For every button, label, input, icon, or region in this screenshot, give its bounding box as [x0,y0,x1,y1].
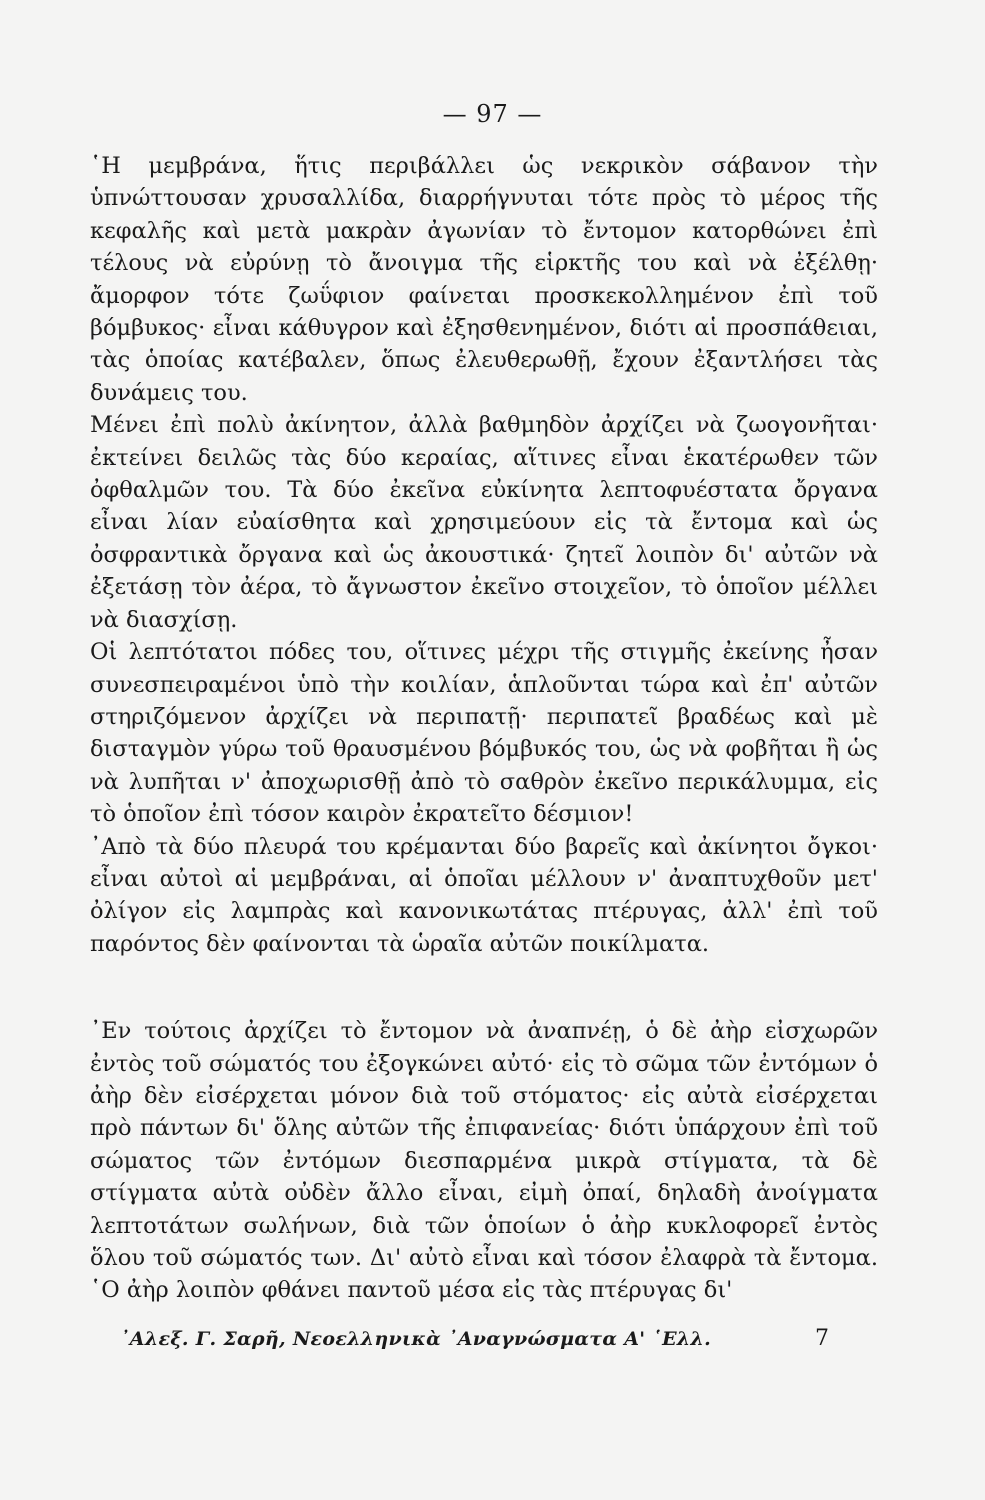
paragraph: ᾿Εν τούτοις ἀρχίζει τὸ ἔντομον νὰ ἀναπνέῃ, ὁ δὲ ἀὴρ εἰσχωρῶν ἐντὸς τοῦ σώματός του ἐξογκώνει αὐτό· εἰς τὸ σῶμα τῶν ἐντόμων ὁ ἀὴρ δὲν εἰσέρχεται μόνον διὰ τοῦ στόματος· εἰς αὐτὰ εἰσέρχεται πρὸ πάντων δι' ὅλης αὐτῶν τῆς ἐπιφανείας· διότι ὑπάρχουν ἐπὶ τοῦ σώματος τῶν ἐντόμων διεσπαρμένα μικρὰ στίγματα, τὰ δὲ στίγματα αὐτὰ οὐδὲν ἄλλο εἶναι, εἰμὴ ὀπαί, δηλαδὴ ἀνοίγματα λεπτοτάτων σωλήνων, διὰ τῶν ὁποίων ὁ ἀὴρ κυκλοφορεῖ ἐντὸς ὅλου τοῦ σώματός των. Δι' αὐτὸ εἶναι καὶ τόσον ἐλαφρὰ τὰ ἔντομα. ῾Ο ἀὴρ λοιπὸν φθάνει παντοῦ μέσα εἰς τὰς πτέρυγας δι' [90,1018,878,1304]
paragraph: Μένει ἐπὶ πολὺ ἀκίνητον, ἀλλὰ βαθμηδὸν ἀρχίζει νὰ ζωογονῆται· ἐκτείνει δειλῶς τὰς δύο κεραίας, αἵτινες εἶναι ἑκατέρωθεν τῶν ὀφθαλμῶν του. Τὰ δύο ἐκεῖνα εὐκίνητα λεπτοφυέστατα ὄργανα εἶναι λίαν εὐαίσθητα καὶ χρησιμεύουν εἰς τὰ ἔντομα καὶ ὡς ὀσφραντικὰ ὄργανα καὶ ὡς ἀκουστικά· ζητεῖ λοιπὸν δι' αὐτῶν νὰ ἐξετάσῃ τὸν ἀέρα, τὸ ἄγνωστον ἐκεῖνο στοιχεῖον, τὸ ὁποῖον μέλλει νὰ διασχίσῃ. [90,412,878,633]
paragraph: Οἱ λεπτότατοι πόδες του, οἵτινες μέχρι τῆς στιγμῆς ἐκείνης ἦσαν συνεσπειραμένοι ὑπὸ τὴν κοιλίαν, ἁπλοῦνται τώρα καὶ ἐπ' αὐτῶν στηριζόμενον ἀρχίζει νὰ περιπατῇ· περιπατεῖ βραδέως καὶ μὲ δισταγμὸν γύρω τοῦ θραυσμένου βόμβυκός του, ὡς νὰ φοβῆται ἢ ὡς νὰ λυπῆται ν' ἀποχωρισθῇ ἀπὸ τὸ σαθρὸν ἐκεῖνο περικάλυμμα, εἰς τὸ ὁποῖον ἐπὶ τόσον καιρὸν ἐκρατεῖτο δέσμιον! [90,639,878,828]
footer-signature: ᾿Αλεξ. Γ. Σαρῆ, Νεοελληνικὰ ᾿Αναγνώσματα Α' ῾Ελλ. [120,1328,712,1350]
sheet-number: 7 [815,1326,829,1351]
body-text [90,150,878,1307]
page-number: — 97 — [442,100,543,128]
paragraph: ῾Η μεμβράνα, ἥτις περιβάλλει ὡς νεκρικὸν σάβανον τὴν ὑπνώττουσαν χρυσαλλίδα, διαρρήγνυται τότε πρὸς τὸ μέρος τῆς κεφαλῆς καὶ μετὰ μακρὰν ἀγωνίαν τὸ ἔντομον κατορθώνει ἐπὶ τέλους νὰ εὐρύνῃ τὸ ἄνοιγμα τῆς εἱρκτῆς του καὶ νὰ ἐξέλθῃ· ἄμορφον τότε ζωΰφιον φαίνεται προσκεκολλημένον ἐπὶ τοῦ βόμβυκος· εἶναι κάθυγρον καὶ ἐξησθενημένον, διότι αἱ προσπάθειαι, τὰς ὁποίας κατέβαλεν, ὅπως ἐλευθερωθῇ, ἔχουν ἐξαντλήσει τὰς δυνάμεις του. [90,153,878,406]
paragraph: ᾿Απὸ τὰ δύο πλευρά του κρέμανται δύο βαρεῖς καὶ ἀκίνητοι ὄγκοι· εἶναι αὐτοὶ αἱ μεμβράναι, αἱ ὁποῖαι μέλλουν ν' ἀναπτυχθοῦν μετ' ὀλίγον εἰς λαμπρὰς καὶ κανονικωτάτας πτέρυγας, ἀλλ' ἐπὶ τοῦ παρόντος δὲν φαίνονται τὰ ὡραῖα αὐτῶν ποικίλματα. [90,833,878,957]
